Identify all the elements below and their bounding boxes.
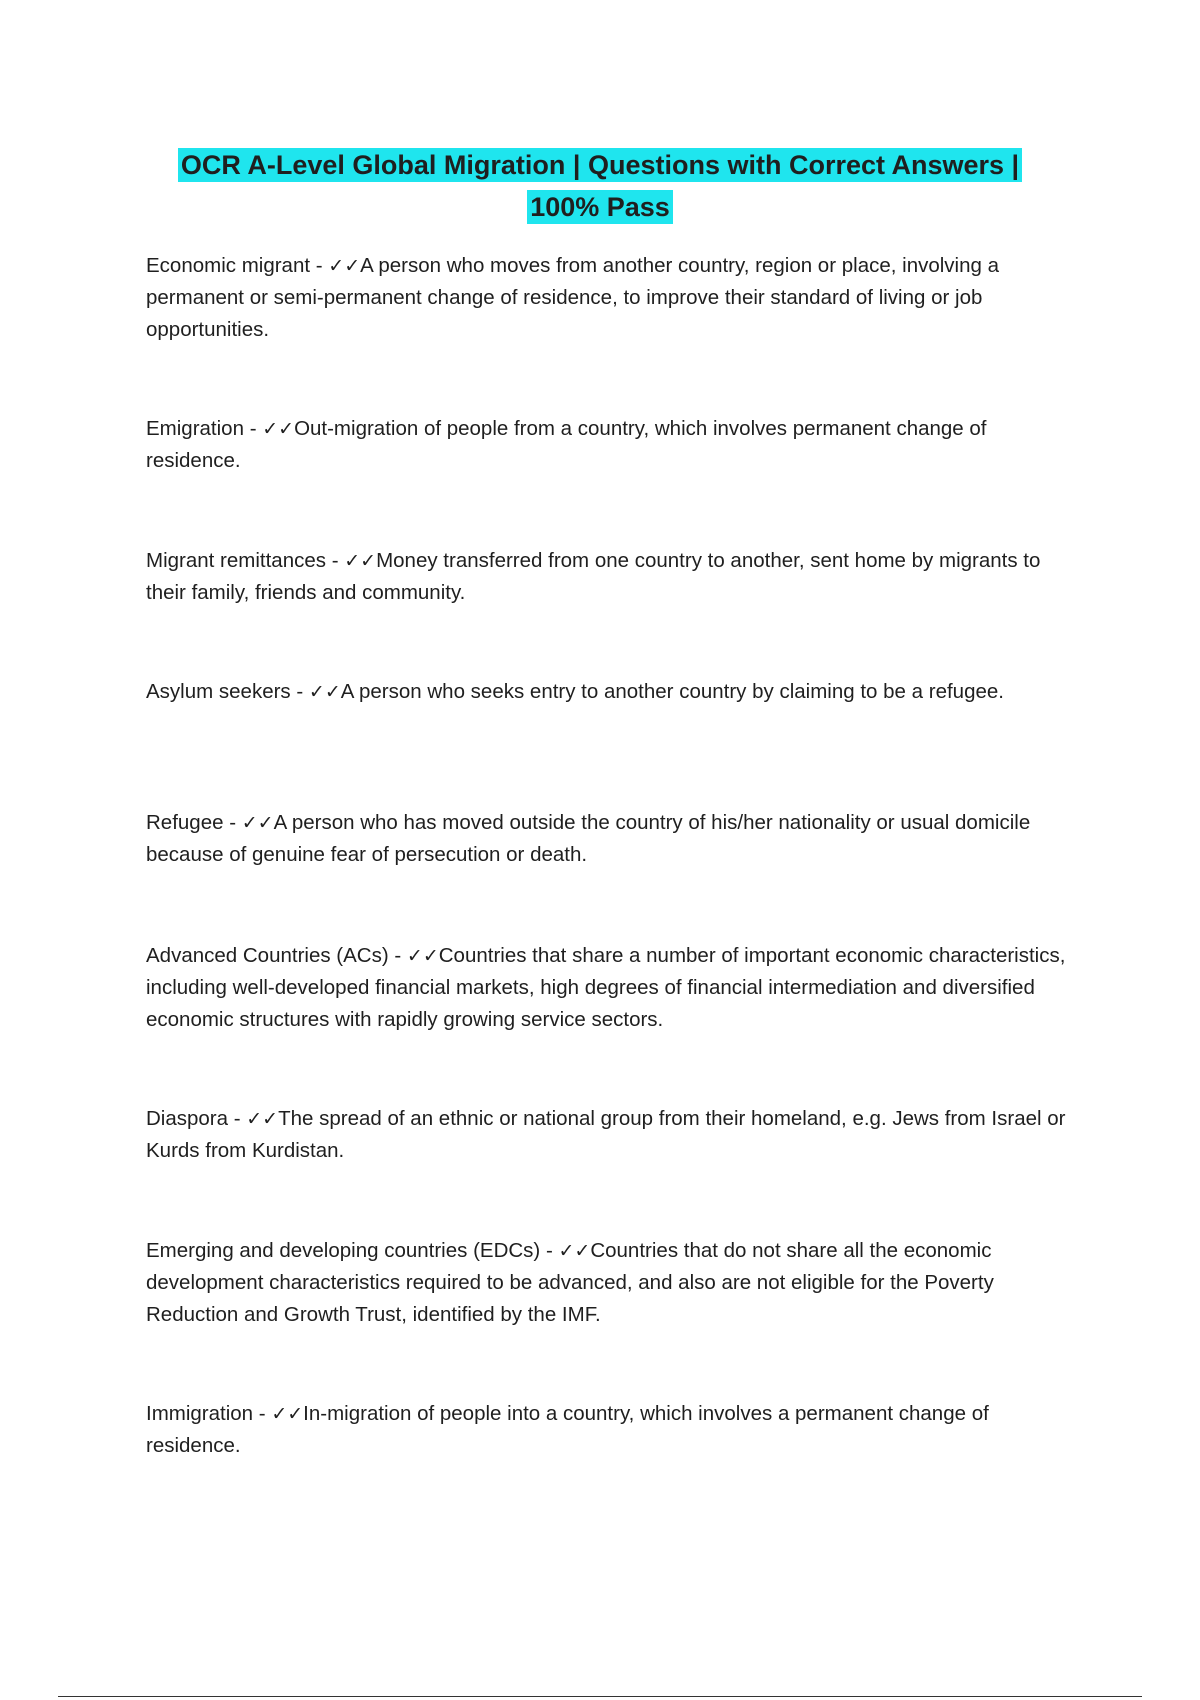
entry-separator: - <box>310 254 329 277</box>
entry-immigration <box>146 1398 1066 1462</box>
entry-definition: A person who has moved outside the country of his/her nationality or usual domicile because of genuine fear of persecution or death. <box>146 811 1031 866</box>
entry-separator: - <box>228 1107 247 1130</box>
entry-term: Emigration <box>146 417 244 440</box>
entry-definition: A person who seeks entry to another country by claiming to be a refugee. <box>340 680 1004 703</box>
entry-separator: - <box>388 944 407 967</box>
check-icon: ✓✓ <box>344 550 377 572</box>
entry-advanced-countries <box>146 940 1066 1036</box>
entry-term: Emerging and developing countries (EDCs) <box>146 1239 541 1262</box>
entry-emigration <box>146 413 1066 477</box>
check-icon: ✓✓ <box>328 255 361 277</box>
entry-separator: - <box>223 811 242 834</box>
entry-term: Immigration <box>146 1402 254 1425</box>
entry-separator: - <box>540 1239 559 1262</box>
check-icon: ✓✓ <box>308 681 341 703</box>
title-line-1: OCR A-Level Global Migration | Questions with Correct Answers | <box>178 148 1022 182</box>
check-icon: ✓✓ <box>246 1108 279 1130</box>
entry-diaspora <box>146 1103 1066 1167</box>
entry-definition: The spread of an ethnic or national group from their homeland, e.g. Jews from Israel or Kurds from Kurdistan. <box>146 1107 1066 1162</box>
entry-separator: - <box>326 549 345 572</box>
check-icon: ✓✓ <box>241 812 274 834</box>
entry-separator: - <box>253 1402 272 1425</box>
check-icon: ✓✓ <box>558 1240 591 1262</box>
entry-term: Economic migrant <box>146 254 311 277</box>
entry-definition: Money transferred from one country to another, sent home by migrants to their family, friends and community. <box>146 549 1041 604</box>
entry-term: Migrant remittances <box>146 549 327 572</box>
entry-term: Asylum seekers <box>146 680 291 703</box>
entry-definition: A person who moves from another country, region or place, involving a permanent or semi-permanent change of residence, to improve their standard of living or job opportunities. <box>146 254 999 341</box>
entry-definition: Out-migration of people from a country, which involves permanent change of residence. <box>146 417 987 472</box>
check-icon: ✓✓ <box>271 1403 304 1425</box>
entry-definition: Countries that share a number of important economic characteristics, including well-developed financial markets, high degrees of financial intermediation and diversified economic structures with rapidly growing service sectors. <box>146 944 1066 1031</box>
entry-term: Refugee <box>146 811 224 834</box>
entry-economic-migrant <box>146 250 1066 346</box>
entry-asylum-seekers <box>146 676 1066 708</box>
entry-emerging-developing-countries <box>146 1235 1066 1331</box>
entry-definition: In-migration of people into a country, which involves a permanent change of residence. <box>146 1402 989 1457</box>
entry-term: Diaspora <box>146 1107 229 1130</box>
entry-separator: - <box>290 680 309 703</box>
check-icon: ✓✓ <box>262 418 295 440</box>
entry-definition: Countries that do not share all the economic development characteristics required to be advanced, and also are not eligible for the Poverty Reduction and Growth Trust, identified by the IMF. <box>146 1239 994 1326</box>
entry-migrant-remittances <box>146 545 1066 609</box>
check-icon: ✓✓ <box>406 945 439 967</box>
footer-divider <box>58 1696 1142 1697</box>
document-title <box>140 144 1060 228</box>
entry-refugee <box>146 807 1066 871</box>
entry-separator: - <box>244 417 263 440</box>
entry-term: Advanced Countries (ACs) <box>146 944 389 967</box>
title-line-2: 100% Pass <box>527 190 673 224</box>
